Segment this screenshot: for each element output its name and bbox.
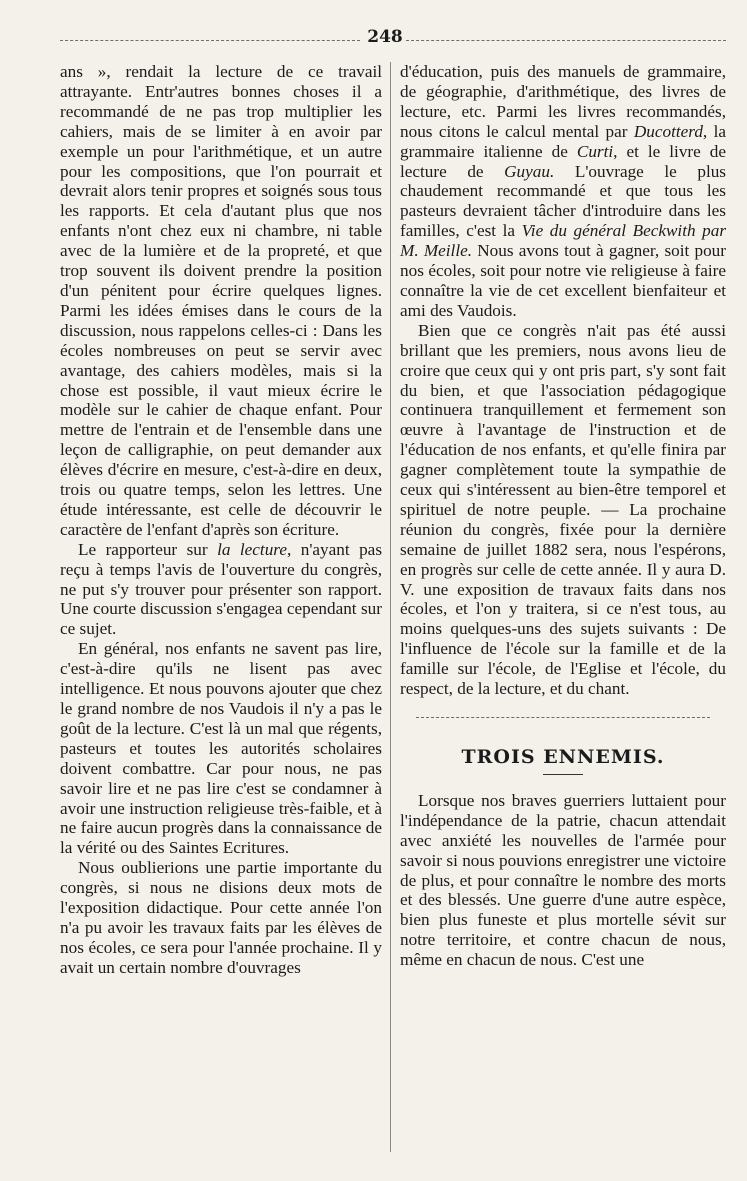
- page-header: [60, 27, 726, 49]
- left-column: [60, 62, 382, 978]
- header-rule-left: [60, 40, 360, 41]
- paragraph: Nous oublierions une partie importante du congrès, si nous ne disions deux mots de l'exposition didactique. Pour cette année l'on n'a pu avoir les travaux faits par les élèves de nos écoles, ce sera pour l'année prochaine. Il y avait un certain nombre d'ouvrages: [60, 858, 382, 977]
- paragraph: En général, nos enfants ne savent pas lire, c'est-à-dire qu'ils ne lisent pas avec intelligence. Et nous pouvons ajouter que chez le grand nombre de nos Vaudois il n'y a pas le goût de la lecture. C'est là un mal que régents, pasteurs et toutes les autorités scholaires doivent combattre. Car pour nous, ne pas savoir lire et ne pas lire c'est se condamner à avoir une instruction religieuse très-faible, et à ne faire aucun progrès dans la connaissance de la vérité ou des Saintes Ecritures.: [60, 639, 382, 858]
- page-number: 248: [367, 27, 403, 47]
- title-underline: [543, 774, 583, 775]
- column-divider: [390, 62, 391, 1152]
- paragraph: ans », rendait la lecture de ce travail attrayante. Entr'autres bonnes choses il a recommandé de ne pas trop multiplier les cahiers, mais de se limiter à en avoir par exemple un pour l'arithmétique, et un autre pour les compositions, que l'on pourrait et devrait alors tenir propres et soignés sous tous les rapports. Et cela d'autant plus que nos enfants n'ont chez eux ni chambre, ni table avec de la lumière et de la propreté, et que trop souvent ils doivent prendre la position d'un pénitent pour écrire quelques lignes. Parmi les idées émises dans le cours de la discussion, nous rappelons celles-ci : Dans les écoles nombreuses on peut se servir avec avantage, des cahiers modèles, mais si la chose est possible, il vaut mieux écrire le modèle sur le cahier de chaque enfant. Pour mettre de l'entrain et de l'ensemble dans une leçon de calligraphie, on peut demander aux élèves d'écrire en mesure, c'est-à-dire en deux, trois ou quatre temps, selon les lettres. Une étude intéressante, est celle de découvrir le caractère de l'enfant d'après son écriture.: [60, 62, 382, 539]
- italic-term: la lecture: [217, 539, 287, 559]
- paragraph: Bien que ce congrès n'ait pas été aussi brillant que les premiers, nous avons lieu de croire que ceux qui y ont pris part, s'y sont fait du bien, et que l'association pédagogique continuera tranquillement et fermement son œuvre à l'avantage de l'instruction et de l'éducation de nos enfants, et qu'elle finira par gagner complètement toute la sympathie de ceux qui s'intéressent au bien-être temporel et spirituel de notre peuple. — La prochaine réunion du congrès, fixée pour la dernière semaine de juillet 1882 sera, nous l'espérons, en progrès sur celle de cette année. Il y aura D. V. une exposition de travaux faits dans nos écoles, et l'on y traitera, si ce n'est tous, au moins quelques-uns des sujets suivants : De l'influence de l'école sur la famille et de la famille sur l'école, de l'Eglise et l'école, du respect, de la lecture, et du chant.: [400, 320, 726, 699]
- section-divider: [416, 717, 709, 718]
- header-rule-right: [406, 40, 726, 41]
- paragraph-reading: Le rapporteur sur la lecture, n'ayant pas reçu à temps l'avis de l'ouverture du congrès, ne put s'y trouver pour présenter son rapport. Une courte discussion s'engagea cependant sur ce sujet.: [60, 539, 383, 639]
- paragraph: Lorsque nos braves guerriers luttaient pour l'indépendance de la patrie, chacun attendait avec anxiété les nouvelles de l'armée pour savoir si nous pouvions enregistrer une victoire de plus, et pour connaître le nombre des morts et des blessés. Une guerre d'une autre espèce, bien plus funeste et plus mortelle sévit sur notre territoire, et contre chacun de nous, même en chacun de nous. C'est une: [400, 790, 726, 970]
- section-title: TROIS ENNEMIS.: [461, 746, 665, 768]
- paragraph-books: d'éducation, puis des manuels de grammaire, de géographie, d'arithmétique, des livres de lecture, etc. Parmi les livres recommandés, nous citons le calcul mental par Ducotterd, la grammaire italienne de Curti, et le livre de lecture de Guyau. L'ouvrage le plus chaudement recommandé et que tous les pasteurs devraient tâcher d'introduire dans les familles, c'est la Vie du général Beckwith par M. Meille. Nous avons tout à gagner, soit pour nos écoles, soit pour notre vie religieuse à faire connaître la vie de cet excellent bienfaiteur et ami des Vaudois.: [400, 62, 727, 320]
- right-column: [400, 62, 726, 970]
